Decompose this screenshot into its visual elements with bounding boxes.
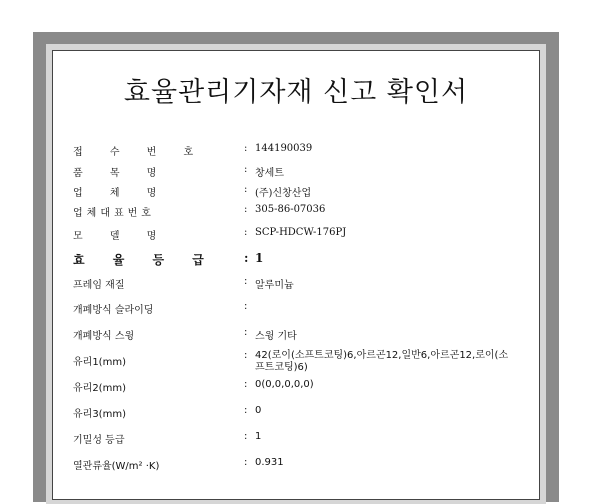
field-label: 유리2(mm) [73, 383, 126, 394]
field-value: 305-86-07036 [255, 204, 326, 215]
field-value: SCP-HDCW-176PJ [255, 227, 347, 238]
field-colon: : [244, 251, 249, 265]
certificate-paper [52, 50, 540, 500]
field-colon: : [244, 301, 248, 312]
field-colon: : [244, 164, 248, 175]
field-label: 개폐방식 슬라이딩 [73, 305, 154, 316]
field-value: 42(로이(소프트코팅)6,아르곤12,일반6,아르곤12,로이(소프트코팅)6) [255, 350, 509, 373]
field-value: 0(0,0,0,0,0) [255, 379, 314, 390]
field-label: 열관류율(W/m² ·K) [73, 461, 160, 472]
field-colon: : [244, 431, 248, 442]
field-label: 업체대표번호 [73, 208, 155, 219]
field-colon: : [244, 327, 248, 338]
field-value: 0.931 [255, 457, 284, 468]
field-label: 유리1(mm) [73, 357, 126, 368]
field-colon: : [244, 227, 248, 238]
field-colon: : [244, 184, 248, 195]
field-label: 프레임 재질 [73, 280, 125, 291]
field-value: 1 [255, 431, 262, 442]
field-label: 업 체 명 [73, 188, 169, 199]
field-label: 모 델 명 [73, 231, 169, 242]
field-label: 품 목 명 [73, 168, 169, 179]
field-colon: : [244, 379, 248, 390]
field-colon: : [244, 457, 248, 468]
field-label: 기밀성 등급 [73, 435, 125, 446]
field-value: 스윙 기타 [255, 331, 297, 342]
field-colon: : [244, 143, 248, 154]
field-value: 창세트 [255, 168, 284, 179]
field-colon: : [244, 350, 248, 361]
field-label: 개폐방식 스윙 [73, 331, 135, 342]
field-label: 접 수 번 호 [73, 147, 206, 158]
document-title: 효율관리기자재 신고 확인서 [123, 77, 469, 108]
field-colon: : [244, 276, 248, 287]
field-value: 알루미늄 [255, 280, 294, 291]
field-value: 1 [255, 251, 264, 265]
field-value: (주)신창산업 [255, 188, 312, 199]
field-value: 144190039 [255, 143, 313, 154]
field-label: 유리3(mm) [73, 409, 126, 420]
field-colon: : [244, 405, 248, 416]
field-label: 효 율 등 급 [73, 253, 216, 267]
field-value: 0 [255, 405, 262, 416]
field-colon: : [244, 204, 248, 215]
